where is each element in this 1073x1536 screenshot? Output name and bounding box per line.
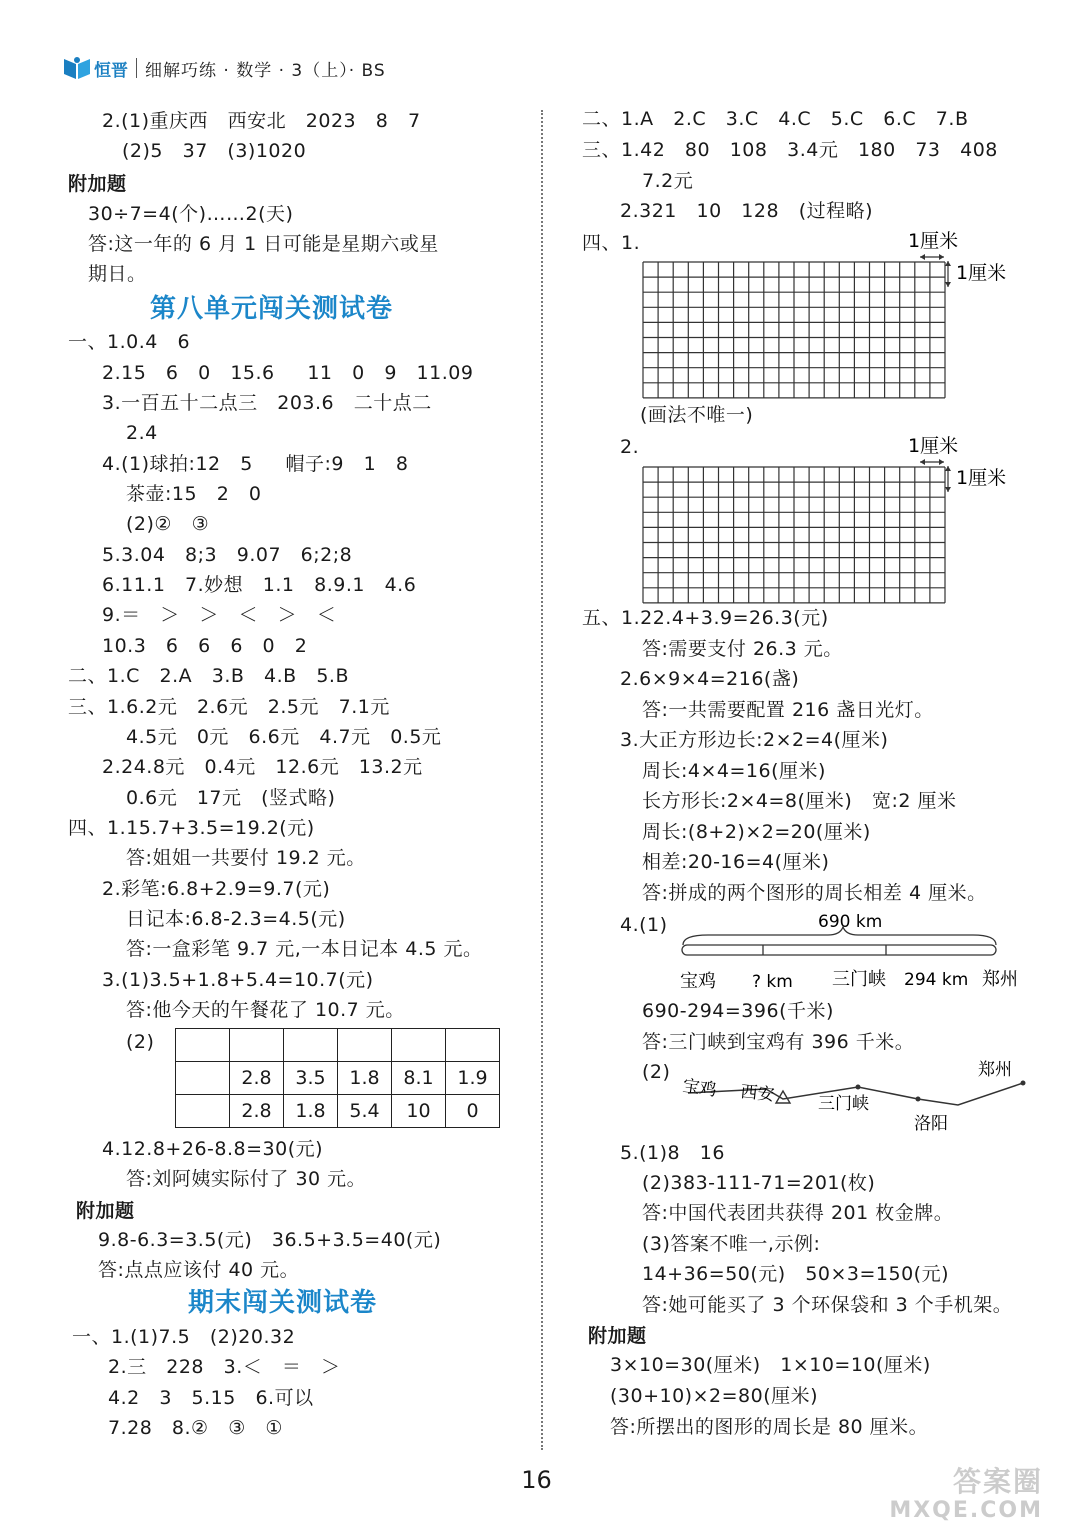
answer-line: 相差:20-16=4(厘米) — [642, 851, 830, 873]
answer-line: 答:一共需要配置 216 盏日光灯。 — [642, 699, 934, 721]
answer-line: 14+36=50(元) 50×3=150(元) — [642, 1263, 950, 1285]
map-label-luoyang: 洛阳 — [914, 1114, 948, 1134]
answer-line: (30+10)×2=80(厘米) — [610, 1385, 819, 1407]
answer-line: 3×10=30(厘米) 1×10=10(厘米) — [610, 1354, 931, 1376]
answer-line: 9.8-6.3=3.5(元) 36.5+3.5=40(元) — [98, 1229, 442, 1251]
table-cell: 3.5 — [284, 1062, 338, 1095]
segment-label-294: 294 km — [904, 970, 969, 990]
answer-line: (2)② ③ — [126, 513, 210, 535]
table-cell: 5.4 — [338, 1095, 392, 1128]
answer-line: (2)5 37 (3)1020 — [122, 140, 307, 162]
answer-line: 4.12.8+26-8.8=30(元) — [102, 1138, 324, 1160]
answer-line: 30÷7=4(个)……2(天) — [88, 203, 294, 225]
segment-label-baoji: 宝鸡 — [680, 971, 716, 992]
answer-line: 答:三门峡到宝鸡有 396 千米。 — [642, 1031, 915, 1053]
answer-line: 周长:(8+2)×2=20(厘米) — [642, 821, 871, 843]
table-cell — [446, 1029, 500, 1062]
column-divider — [541, 110, 543, 1450]
answer-line: 三、1.6.2元 2.6元 2.5元 7.1元 — [68, 696, 390, 718]
answer-line: 五、1.22.4+3.9=26.3(元) — [582, 607, 829, 629]
answer-line: 3.大正方形边长:2×2=4(厘米) — [620, 729, 889, 751]
header-separator — [136, 58, 137, 78]
triangle-marker-icon — [776, 1091, 790, 1103]
answer-line: 二、1.C 2.A 3.B 4.B 5.B — [68, 665, 349, 687]
unit-label: 1厘米 — [908, 230, 959, 252]
answer-line: 答:一盒彩笔 9.7 元,一本日记本 4.5 元。 — [126, 938, 483, 960]
bonus-heading: 附加题 — [76, 1200, 135, 1222]
segment-diagram — [668, 905, 1028, 995]
answer-line: 答:姐姐一共要付 19.2 元。 — [126, 847, 366, 869]
segment-label-sanmenxia: 三门峡 — [832, 969, 886, 990]
table-cell: 1.8 — [284, 1095, 338, 1128]
map-label-zhengzhou: 郑州 — [978, 1060, 1012, 1080]
unit-label: 1厘米 — [956, 262, 1007, 284]
table-cell: 8.1 — [392, 1062, 446, 1095]
map-label-baoji: 宝鸡 — [681, 1076, 718, 1101]
answer-line: (2)383-111-71=201(枚) — [642, 1172, 876, 1194]
answer-line: 二、1.A 2.C 3.C 4.C 5.C 6.C 7.B — [582, 108, 969, 130]
answer-line: 答:她可能买了 3 个环保袋和 3 个手机架。 — [642, 1294, 1013, 1316]
map-label-xian: 西安 — [739, 1082, 776, 1106]
answer-line: 4.(1)球拍:12 5 帽子:9 1 8 — [102, 453, 409, 475]
section-title-final: 期末闯关测试卷 — [188, 1288, 378, 1318]
table-row — [176, 1062, 500, 1095]
table-row — [176, 1029, 500, 1062]
answer-line: 7.28 8.② ③ ① — [108, 1417, 283, 1439]
unit-label: 1厘米 — [956, 467, 1007, 489]
answer-line: (2) — [126, 1031, 155, 1053]
table-cell — [392, 1029, 446, 1062]
answer-line: 2.6×9×4=216(盏) — [620, 668, 800, 690]
answer-line: 2.15 6 0 15.6 11 0 9 11.09 — [102, 362, 474, 384]
answer-line: 3.一百五十二点三 203.6 二十点二 — [102, 392, 432, 414]
bonus-heading: 附加题 — [68, 173, 127, 195]
answer-line: 周长:4×4=16(厘米) — [642, 760, 826, 782]
section-title-unit8: 第八单元闯关测试卷 — [150, 294, 394, 324]
answer-line: 9.＝ ＞ ＞ ＜ ＞ ＜ — [102, 604, 337, 626]
answer-line: 10.3 6 6 6 0 2 — [102, 635, 308, 657]
table-cell — [176, 1029, 230, 1062]
answer-line: 四、1.15.7+3.5=19.2(元) — [68, 817, 315, 839]
grid-drawing-2 — [638, 430, 1058, 605]
brand-logo — [62, 55, 128, 81]
table-cell: 1.8 — [338, 1062, 392, 1095]
segment-total-label: 690 km — [818, 912, 883, 932]
answer-line: 0.6元 17元 (竖式略) — [126, 787, 336, 809]
answer-line: 2.24.8元 0.4元 12.6元 13.2元 — [102, 756, 423, 778]
answer-line: 6.11.1 7.妙想 1.1 8.9.1 4.6 — [102, 574, 417, 596]
table-cell — [230, 1029, 284, 1062]
answer-line: 2.321 10 128 (过程略) — [620, 200, 874, 222]
answer-line: 2.彩笔:6.8+2.9=9.7(元) — [102, 878, 331, 900]
answer-line: 日记本:6.8-2.3=4.5(元) — [126, 908, 346, 930]
answer-line: 长方形长:2×4=8(厘米) 宽:2 厘米 — [642, 790, 957, 812]
answer-line: (3)答案不唯一,示例: — [642, 1233, 821, 1255]
page-number: 16 — [521, 1466, 552, 1494]
table-cell — [176, 1062, 230, 1095]
page-header — [62, 52, 386, 84]
answer-line: 一、1.(1)7.5 (2)20.32 — [72, 1326, 296, 1348]
route-map — [668, 1055, 1038, 1135]
answer-line: 答:这一年的 6 月 1 日可能是星期六或星 — [88, 233, 439, 255]
answer-line: 5.3.04 8;3 9.07 6;2;8 — [102, 544, 353, 566]
table-row — [176, 1095, 500, 1128]
answer-line: 四、1. — [582, 232, 641, 254]
unit-label: 1厘米 — [908, 435, 959, 457]
answer-line: 4.5元 0元 6.6元 4.7元 0.5元 — [126, 726, 442, 748]
answer-line: 5.(1)8 16 — [620, 1142, 725, 1164]
answer-line: 4.2 3 5.15 6.可以 — [108, 1387, 314, 1409]
answer-line: 答:需要支付 26.3 元。 — [642, 638, 843, 660]
answer-line: 2.三 228 3.＜ ＝ ＞ — [108, 1356, 341, 1378]
table-cell: 0 — [446, 1095, 500, 1128]
answer-line: 2. — [620, 436, 640, 458]
answer-line: 答:他今天的午餐花了 10.7 元。 — [126, 999, 405, 1021]
answer-line: 答:中国代表团共获得 201 枚金牌。 — [642, 1202, 954, 1224]
answer-line: 2.4 — [126, 422, 158, 444]
book-series-title: 细解巧练 · 数学 · 3（上）· BS — [145, 60, 386, 81]
answer-line: 一、1.0.4 6 — [68, 331, 191, 353]
answer-note: (画法不唯一) — [640, 404, 754, 426]
price-table — [175, 1028, 500, 1128]
grid-drawing-1 — [638, 225, 1058, 400]
segment-label-unknown: ? km — [752, 972, 793, 992]
table-cell: 2.8 — [230, 1095, 284, 1128]
answer-line: 4.(1) — [620, 914, 668, 936]
answer-line: 答:刘阿姨实际付了 30 元。 — [126, 1168, 367, 1190]
bonus-heading: 附加题 — [588, 1325, 647, 1347]
answer-line: (2) — [642, 1061, 671, 1083]
map-label-sanmenxia: 三门峡 — [818, 1094, 869, 1114]
table-cell — [338, 1029, 392, 1062]
answer-line: 三、1.42 80 108 3.4元 180 73 408 — [582, 139, 998, 161]
answer-line: 7.2元 — [642, 170, 694, 192]
answer-line: 3.(1)3.5+1.8+5.4=10.7(元) — [102, 969, 374, 991]
watermark-url: MXQE.COM — [889, 1498, 1043, 1523]
watermark: 答案圈 — [952, 1465, 1043, 1498]
answer-line: 690-294=396(千米) — [642, 1000, 834, 1022]
answer-line: 答:拼成的两个图形的周长相差 4 厘米。 — [642, 882, 987, 904]
table-cell — [284, 1029, 338, 1062]
book-icon — [62, 55, 92, 81]
answer-line: 答:点点应该付 40 元。 — [98, 1259, 300, 1281]
segment-label-zhengzhou: 郑州 — [982, 969, 1018, 990]
table-cell: 10 — [392, 1095, 446, 1128]
brand-name: 恒晋 — [94, 60, 128, 81]
answer-line: 茶壶:15 2 0 — [126, 483, 262, 505]
answer-line: 期日。 — [88, 263, 147, 285]
table-cell: 2.8 — [230, 1062, 284, 1095]
answer-line: 2.(1)重庆西 西安北 2023 8 7 — [102, 110, 421, 132]
table-cell: 1.9 — [446, 1062, 500, 1095]
answer-line: 答:所摆出的图形的周长是 80 厘米。 — [610, 1416, 929, 1438]
table-cell — [176, 1095, 230, 1128]
